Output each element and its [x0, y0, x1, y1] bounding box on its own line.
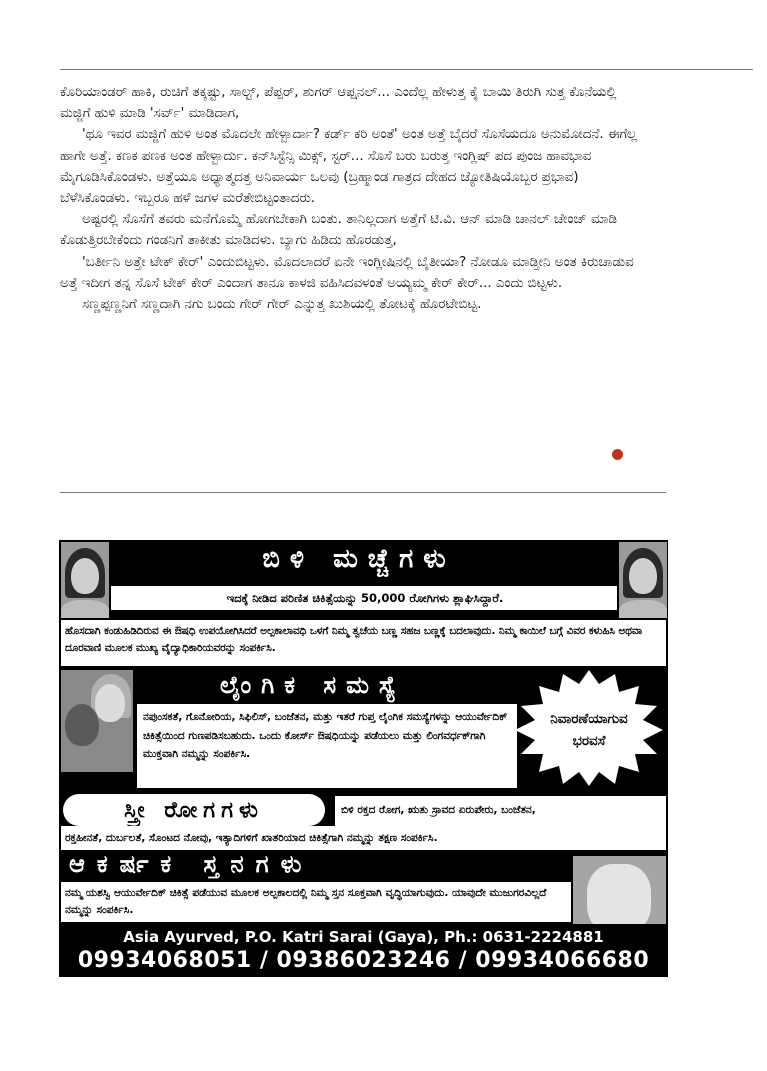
top-rule — [60, 69, 753, 70]
section1-body: ಹೊಸದಾಗಿ ಕಂಡುಹಿಡಿದಿರುವ ಈ ಔಷಧಿ ಉಪಯೋಗಿಸಿದರೆ ಅಲ್ಪಕಾಲಾವಧಿ ಒಳಗೆ ನಿಮ್ಮ ತ್ವಚೆಯ ಬಣ್ಣ ಸಹಜ ಬಣ್ಣಕ್ಕೆ ಬದಲಾವುದು. ನಿಮ್ಮ ಕಾಯಿಲೆ ಬಗ್ಗೆ ವಿವರ ಕಳುಹಿಸಿ ಅಥವಾ ದೂರವಾಣಿ ಮೂಲಕ ಮುಖ್ಯ ವೈದ್ಯಾಧಿಕಾರಿಯವರನ್ನು ಸಂಪರ್ಕಿಸಿ. — [65, 625, 643, 654]
article-paragraph: ಕೊರಿಯಾಂಡರ್ ಹಾಕಿ, ರುಚಿಗೆ ತಕ್ಕಷ್ಟು, ಸಾಲ್ಟ್, ಪೆಪ್ಪರ್, ಶುಗರ್ ಆಪ್ಷನಲ್... ಎಂದೆಲ್ಲ ಹೇಳುತ್ತ ಕೈ ಬಾಯಿ ತಿರುಗಿ ಸುತ್ತ ಕೊನೆಯಲ್ಲಿ ಮಜ್ಜಿಗೆ ಹುಳಿ ಮಾಡಿ 'ಸರ್ವ್' ಮಾಡಿದಾಗ, — [60, 85, 617, 122]
section3-title-text: ಸ್ತ್ರೀ ರೋಗಗಳು — [124, 797, 264, 823]
section4-body: ನಮ್ಮ ಯಶಸ್ವಿ ಆಯುರ್ವೇದಿಕ್ ಚಿಕಿತ್ಸೆ ಪಡೆಯುವ ಮೂಲಕ ಅಲ್ಪಕಾಲದಲ್ಲಿ ನಿಮ್ಮ ಸ್ತನ ಸೂಕ್ತವಾಗಿ ವೃದ್ಧಿಯಾಗುವುದು. ಯಾವುದೇ ಮುಜುಗರವಿಲ್ಲದೆ ನಮ್ಮನ್ನು ಸಂಪರ್ಕಿಸಿ. — [65, 887, 547, 916]
couple-photo — [61, 670, 133, 772]
section3-body-right: ಬಿಳಿ ರಕ್ತದ ರೋಗ, ಋತು ಸ್ರಾವದ ಏರುಪೇರು, ಬಂಜೆತನ, — [341, 804, 536, 816]
ad-address: Asia Ayurved, P.O. Katri Sarai (Gaya), Ph.: 0631-2224881 — [123, 928, 604, 946]
woman-photo-right — [619, 542, 667, 618]
section1-subtitle: ಇದಕ್ಕೆ ನೀಡಿದ ಪರಿಣಿತ ಚಿಕಿತ್ಸೆಯನ್ನು 50,000 ರೋಗಿಗಳು ಶ್ಲಾಘಿಸಿದ್ದಾರೆ. — [226, 591, 504, 605]
shoulder-shape — [619, 600, 667, 618]
face-shape — [95, 684, 125, 722]
body-shape — [587, 864, 651, 924]
section-title-sexual-problem — [143, 668, 483, 702]
article-paragraph: ಅಷ್ಟರಲ್ಲಿ ಸೊಸೆಗೆ ತವರು ಮನೆಗೊಮ್ಮೆ ಹೋಗಬೇಕಾಗಿ ಬಂತು. ತಾನಿಲ್ಲದಾಗ ಅತ್ತೆಗೆ ಟಿ.ವಿ. ಆನ್ ಮಾಡಿ ಚಾನಲ್ ಚೇಂಜ್ ಮಾಡಿ ಕೊಡುತ್ತಿರಬೇಕೆಂದು ಗಂಡನಿಗೆ ತಾಕೀತು ಮಾಡಿದಳು. ಬ್ಯಾಗು ಹಿಡಿದು ಹೊರಡುತ್ತ, — [60, 212, 617, 249]
burst-text: ನಿವಾರಣೆಯಾಗುವ ಭರವಸೆ — [550, 711, 628, 749]
shoulder-shape — [61, 600, 109, 618]
section2-title-text: ಲೈಂಗಿಕ ಸಮಸ್ಯೆ — [219, 671, 407, 699]
article-paragraph: 'ಬರ್ತೀನಿ ಅತ್ತೇ ಟೇಕ್ ಕೇರ್' ಎಂದುಬಿಟ್ಟಳು. ಮೊದಲಾದರೆ ಏನೇ ಇಂಗ್ಲೀಷಿನಲ್ಲಿ ಬೈತೀಯಾ? ನೋಡೂ ಮಾಡ್ತೀನಿ ಅಂತ ಕಿರುಚಾಡುವ ಅತ್ತೆ ಇದೀಗ ತನ್ನ ಸೊಸೆ ಟೇಕ್ ಕೇರ್ ಎಂದಾಗ ತಾನೂ ಕಾಳಜಿ ವಹಿಸಿದವಳಂತೆ ಅಯ್ಯಮ್ಮ ಕೇರ್ ಕೇರ್... ಎಂದು ಬಿಟ್ಟಳು. — [60, 254, 634, 291]
section3-body-full: ರಕ್ತಹೀನತೆ, ದುರ್ಬಲತೆ, ಸೊಂಟದ ನೋವು, ಇತ್ಯಾದಿಗಳಿಗೆ ಖಾತರಿಯಾದ ಚಿಕಿತ್ಸೆಗಾಗಿ ನಮ್ಮನ್ನು ತಕ್ಷಣ ಸಂಪರ್ಕಿಸಿ. — [65, 832, 438, 844]
article-paragraph: ಸಣ್ಣಪ್ಪಣ್ಣನಿಗೆ ಸಣ್ಣದಾಗಿ ನಗು ಬಂದು ಗೇರ್ ಗೇರ್ ಎನ್ನುತ್ತ ಖುಶಿಯಲ್ಲಿ ತೋಟಕ್ಕೆ ಹೊರಟೇಬಿಟ್ಟ. — [82, 297, 482, 313]
woman-photo-left — [61, 542, 109, 618]
section-title-women-diseases — [63, 794, 325, 826]
article-body — [60, 82, 640, 315]
article-end-dot — [612, 449, 623, 460]
woman-photo-body — [573, 856, 666, 924]
section-title-white-spots: ಬಿಳಿ ಮಚ್ಚೆಗಳು — [262, 544, 456, 574]
face-shape — [629, 558, 657, 594]
face-shape — [71, 558, 99, 594]
article-paragraph: 'ಥೂ ಇವರ ಮಜ್ಜಿಗೆ ಹುಳಿ ಅಂತ ಮೊದಲೇ ಹೇಳ್ಬಾರ್ದಾ? ಕರ್ಡ್ ಕರಿ ಅಂತೆ' ಅಂತ ಅತ್ತೆ ಬೈದರೆ ಸೊಸೆಯದೂ ಅನುಮೋದನೆ. ಈಗೆಲ್ಲ ಹಾಗೇ ಅತ್ತೆ. ಕಣಕ ಪಣಕ ಅಂತ ಹೇಳ್ಬಾರ್ದು. ಕನ್‌ಸಿಸ್ಟೆನ್ಸಿ ಮಿಕ್ಸ್, ಸ್ಟರ್... ಸೊಸೆ ಬರು ಬರುತ್ತ ಇಂಗ್ಲಿಷ್ ಪದ ಪುಂಜ ಹಾವಭಾವ ಮೈಗೂಡಿಸಿಕೊಂಡಳು. ಅತ್ತೆಯೂ ಅಧ್ಯಾತ್ಮದತ್ತ ಅನಿವಾರ್ಯ ಒಲವು (ಬ್ರಹ್ಮಾಂಡ ಗಾತ್ರದ ದೇಹದ ಜ್ಯೋತಿಷಿಯೊಬ್ಬರ ಪ್ರಭಾವ) ಬೆಳೆಸಿಕೊಂಡಳು. ಇಬ್ಬರೂ ಹಳೆ ಜಗಳ ಮರೆತೇಬಿಟ್ಟಂತಾದರು. — [60, 127, 638, 207]
bottom-rule — [60, 492, 666, 493]
ayurved-advertisement — [59, 540, 668, 977]
ad-phone-numbers: 09934068051 / 09386023246 / 09934066680 — [77, 948, 650, 973]
section2-body: ನಪುಂಸಕತೆ, ಗೊನೋರಿಯ, ಸಿಫಿಲಿಸ್, ಬಂಜೆತನ, ಮತ್ತು ಇತರೆ ಗುಪ್ತ ಲೈಂಗಿಕ ಸಮಸ್ಯೆಗಳನ್ನು ಆಯುರ್ವೇದಿಕ್ ಚಿಕಿತ್ಸೆಯಿಂದ ಗುಣಪಡಿಸಬಹುದು. ಒಂದು ಕೋರ್ಸ್ ಔಷಧಿಯನ್ನು ಪಡೆಯಲು ಮತ್ತು ಲಿಂಗವರ್ಧಕ್‌ಗಾಗಿ ಮುಕ್ತವಾಗಿ ನಮ್ಮನ್ನು ಸಂಪರ್ಕಿಸಿ. — [143, 711, 508, 760]
section-title-attractive-breasts: ಆಕರ್ಷಕ ಸ್ತನಗಳು — [69, 850, 314, 878]
face-shape — [65, 704, 99, 746]
